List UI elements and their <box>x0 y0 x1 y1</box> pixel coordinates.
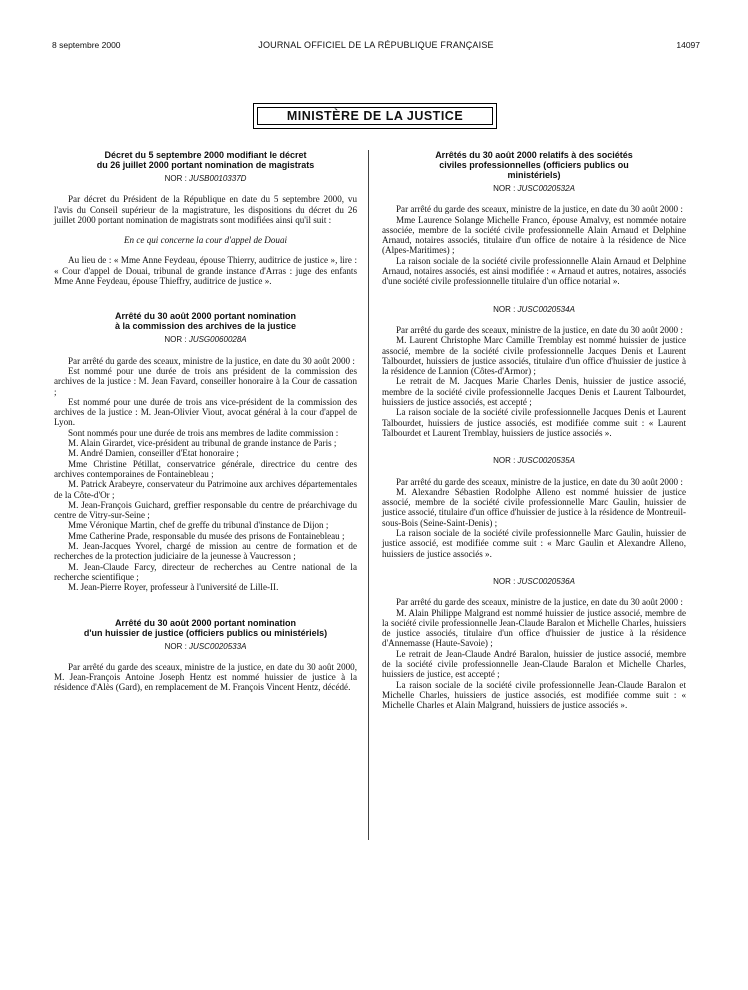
member-item: M. André Damien, conseiller d'Etat honoraire ; <box>68 448 239 459</box>
order-block <box>382 305 686 439</box>
order-block <box>382 184 686 287</box>
section-title-line: civiles professionnelles (officiers publics ou <box>439 160 629 170</box>
paragraph: La raison sociale de la société civile professionnelle Marc Gaulin, huissier de justice associé, est modifiée comme suit : « Marc Gaulin et Alexandre Alleno, huissiers de justice associés ». <box>382 528 686 559</box>
paragraph: Est nommé pour une durée de trois ans vice-président de la commission des archives de la justice : M. Jean-Olivier Viout, avocat général à la cour d'appel de Lyon. <box>54 396 357 428</box>
paragraph: La raison sociale de la société civile professionnelle Alain Arnaud et Delphine Arnaud, notaires associés, est ainsi modifiée : « Arnaud et autres, notaires, associés d'une société civile professionnelle titulaire d'un office notarial ». <box>382 255 686 287</box>
order-block <box>382 456 686 559</box>
section-title-line: à la commission des archives de la justice <box>114 321 297 332</box>
paragraph: Par arrêté du garde des sceaux, ministre de la justice, en date du 30 août 2000, M. Jean-François Antoine Joseph Hentz est nommé huissier de justice à la résidence d'Alès (Gard), en remplacement de M. François Vincent Hentz, décédé. <box>54 661 357 693</box>
member-item: Mme Catherine Prade, responsable du musée des prisons de Fontainebleau ; <box>68 530 345 541</box>
paragraph: La raison sociale de la société civile professionnelle Jean-Claude Baralon et Michelle Charles, huissiers de justice associés, est modifiée comme suit : « Michelle Charles et Alain Malgrand, huissiers de justice associés ». <box>382 679 686 711</box>
nor-reference <box>54 335 357 345</box>
nor-label: NOR : <box>493 304 516 314</box>
nor-reference <box>382 184 686 194</box>
paragraph: Le retrait de M. Jacques Marie Charles Denis, huissier de justice associé, membre de la société civile professionnelle Jacques Denis et Laurent Talbourdet, huissiers de justice associés, est accepté ; <box>382 376 686 408</box>
nor-code: JUSC0020533A <box>189 641 247 651</box>
nor-label: NOR : <box>493 576 516 586</box>
nor-reference <box>382 456 686 466</box>
member-item: Mme Christine Pétillat, conservatrice générale, directrice du centre des archives contemporaines de Fontainebleau ; <box>54 458 357 479</box>
section-title-line: ministériels) <box>507 170 561 180</box>
nor-label: NOR : <box>164 174 187 183</box>
decree-section <box>54 150 357 286</box>
nor-label: NOR : <box>164 335 187 345</box>
page-header <box>52 40 700 52</box>
journal-title: JOURNAL OFFICIEL DE LA RÉPUBLIQUE FRANÇAISE <box>258 40 494 50</box>
nor-code: JUSC0020535A <box>517 456 575 466</box>
left-column <box>54 150 357 693</box>
section-title-line: Arrêté du 30 août 2000 portant nomination <box>114 617 297 628</box>
page-number: 14097 <box>676 40 700 50</box>
paragraph: M. Alain Philippe Malgrand est nommé huissier de justice associé, membre de la société civile professionnelle Jean-Claude Baralon et Michelle Charles, huissiers de justice associés, titulaire d'un office d'huissier de justice à la résidence d'Annemasse (Haute-Savoie) ; <box>382 607 686 649</box>
nor-label: NOR : <box>493 184 516 193</box>
section-title-line: Décret du 5 septembre 2000 modifiant le décret <box>104 150 307 160</box>
paragraph: Mme Laurence Solange Michelle Franco, épouse Amalvy, est nommée notaire associée, membre de la société civile professionnelle Alain Arnaud et Delphine Arnaud, notaires associés, titulaire d'un office de notaire à la résidence de Nice (Alpes-Maritimes) ; <box>382 214 686 256</box>
column-divider <box>368 150 369 840</box>
section-title-line: Arrêtés du 30 août 2000 relatifs à des sociétés <box>435 150 633 160</box>
nor-code: JUSG0060028A <box>188 335 247 345</box>
nor-code: JUSC0020534A <box>517 304 575 314</box>
paragraph: Sont nommés pour une durée de trois ans membres de ladite commission : <box>68 427 339 438</box>
section-title <box>54 311 357 331</box>
paragraph: M. Alexandre Sébastien Rodolphe Alleno est nommé huissier de justice associé, membre de la société civile professionnelle Marc Gaulin, huissier de justice associé, titulaire d'un office d'huissier de justice à la résidence de Montreuil-sous-Bois (Seine-Saint-Denis) ; <box>382 486 686 528</box>
archives-commission-section <box>54 311 357 592</box>
bailiff-appointment-section <box>54 618 357 693</box>
nor-reference <box>54 642 357 652</box>
section-title <box>54 618 357 638</box>
member-item: M. Patrick Arabeyre, conservateur du Patrimoine aux archives départementales de la Côte-d'Or ; <box>54 479 357 500</box>
member-item: M. Alain Girardet, vice-président au tribunal de grande instance de Paris ; <box>68 438 337 449</box>
nor-code: JUSB0010337D <box>189 174 247 183</box>
member-item: M. Jean-Jacques Yvorel, chargé de mission au centre de formation et de recherches de la protection judiciaire de la jeunesse à Vaucresson ; <box>54 541 357 562</box>
nor-reference <box>382 577 686 587</box>
subheading: En ce qui concerne la cour d'appel de Douai <box>123 235 288 246</box>
paragraph: Par arrêté du garde des sceaux, ministre de la justice, en date du 30 août 2000 : <box>396 324 683 335</box>
nor-code: JUSC0020536A <box>517 576 575 586</box>
paragraph: Le retrait de Jean-Claude André Baralon, huissier de justice associé, membre de la société civile professionnelle Jean-Claude Baralon et Michelle Charles, huissiers de justice, est accepté ; <box>382 648 686 680</box>
paragraph: Par décret du Président de la République en date du 5 septembre 2000, vu l'avis du Conseil supérieur de la magistrature, les dispositions du décret du 26 juillet 2000 portant nomination de magistrats sont modifiées ainsi qu'il suit : <box>54 194 357 225</box>
ministry-banner <box>253 103 497 129</box>
paragraph: Par arrêté du garde des sceaux, ministre de la justice, en date du 30 août 2000 : <box>396 476 683 487</box>
nor-reference <box>382 305 686 315</box>
paragraph: Au lieu de : « Mme Anne Feydeau, épouse Thierry, auditrice de justice », lire : « Cour d'appel de Douai, tribunal de grande instance d'Arras : juge des enfants Mme Anne Feydeau, épouse Thieffry, auditrice de justice ». <box>54 255 357 287</box>
paragraph: Par arrêté du garde des sceaux, ministre de la justice, en date du 30 août 2000 : <box>396 597 683 608</box>
paragraph: La raison sociale de la société civile professionnelle Jacques Denis et Laurent Talbourdet, huissiers de justice associés, est modifiée comme suit : « Laurent Talbourdet et Laurent Tremblay, huissiers de justice associés ». <box>382 407 686 438</box>
order-block <box>382 577 686 711</box>
member-item: M. Jean-Pierre Royer, professeur à l'université de Lille-II. <box>68 582 279 593</box>
nor-label: NOR : <box>493 456 516 466</box>
section-title <box>382 150 686 180</box>
member-item: Mme Véronique Martin, chef de greffe du tribunal d'instance de Dijon ; <box>68 520 329 531</box>
member-item: M. Jean-François Guichard, greffier responsable du centre de préarchivage du centre de Vitry-sur-Seine ; <box>54 499 357 521</box>
paragraph: Est nommé pour une durée de trois ans président de la commission des archives de la justice : M. Jean Favard, conseiller honoraire à la Cour de cassation ; <box>54 365 357 397</box>
paragraph: M. Laurent Christophe Marc Camille Tremblay est nommé huissier de justice associé, membre de la société civile professionnelle Jacques Denis et Laurent Talbourdet, huissiers de justice associés, titulaire d'un office d'huissier de justice à la résidence de Lannion (Côtes-d'Armor) ; <box>382 335 686 377</box>
ministry-title: MINISTÈRE DE LA JUSTICE <box>257 107 493 125</box>
nor-code: JUSC0020532A <box>517 184 575 193</box>
right-column <box>382 150 686 710</box>
paragraph: Par arrêté du garde des sceaux, ministre de la justice, en date du 30 août 2000 : <box>396 204 683 215</box>
header-date: 8 septembre 2000 <box>52 40 121 50</box>
section-title <box>54 150 357 170</box>
paragraph: Par arrêté du garde des sceaux, ministre de la justice, en date du 30 août 2000 : <box>68 355 355 366</box>
section-title-line: d'un huissier de justice (officiers publics ou ministériels) <box>83 627 328 638</box>
member-item: M. Jean-Claude Farcy, directeur de recherches au Centre national de la recherche scientifique ; <box>54 561 357 582</box>
nor-label: NOR : <box>164 641 187 651</box>
section-title-line: du 26 juillet 2000 portant nomination de magistrats <box>96 160 315 170</box>
section-title-line: Arrêté du 30 août 2000 portant nomination <box>114 311 297 322</box>
nor-reference <box>54 174 357 184</box>
